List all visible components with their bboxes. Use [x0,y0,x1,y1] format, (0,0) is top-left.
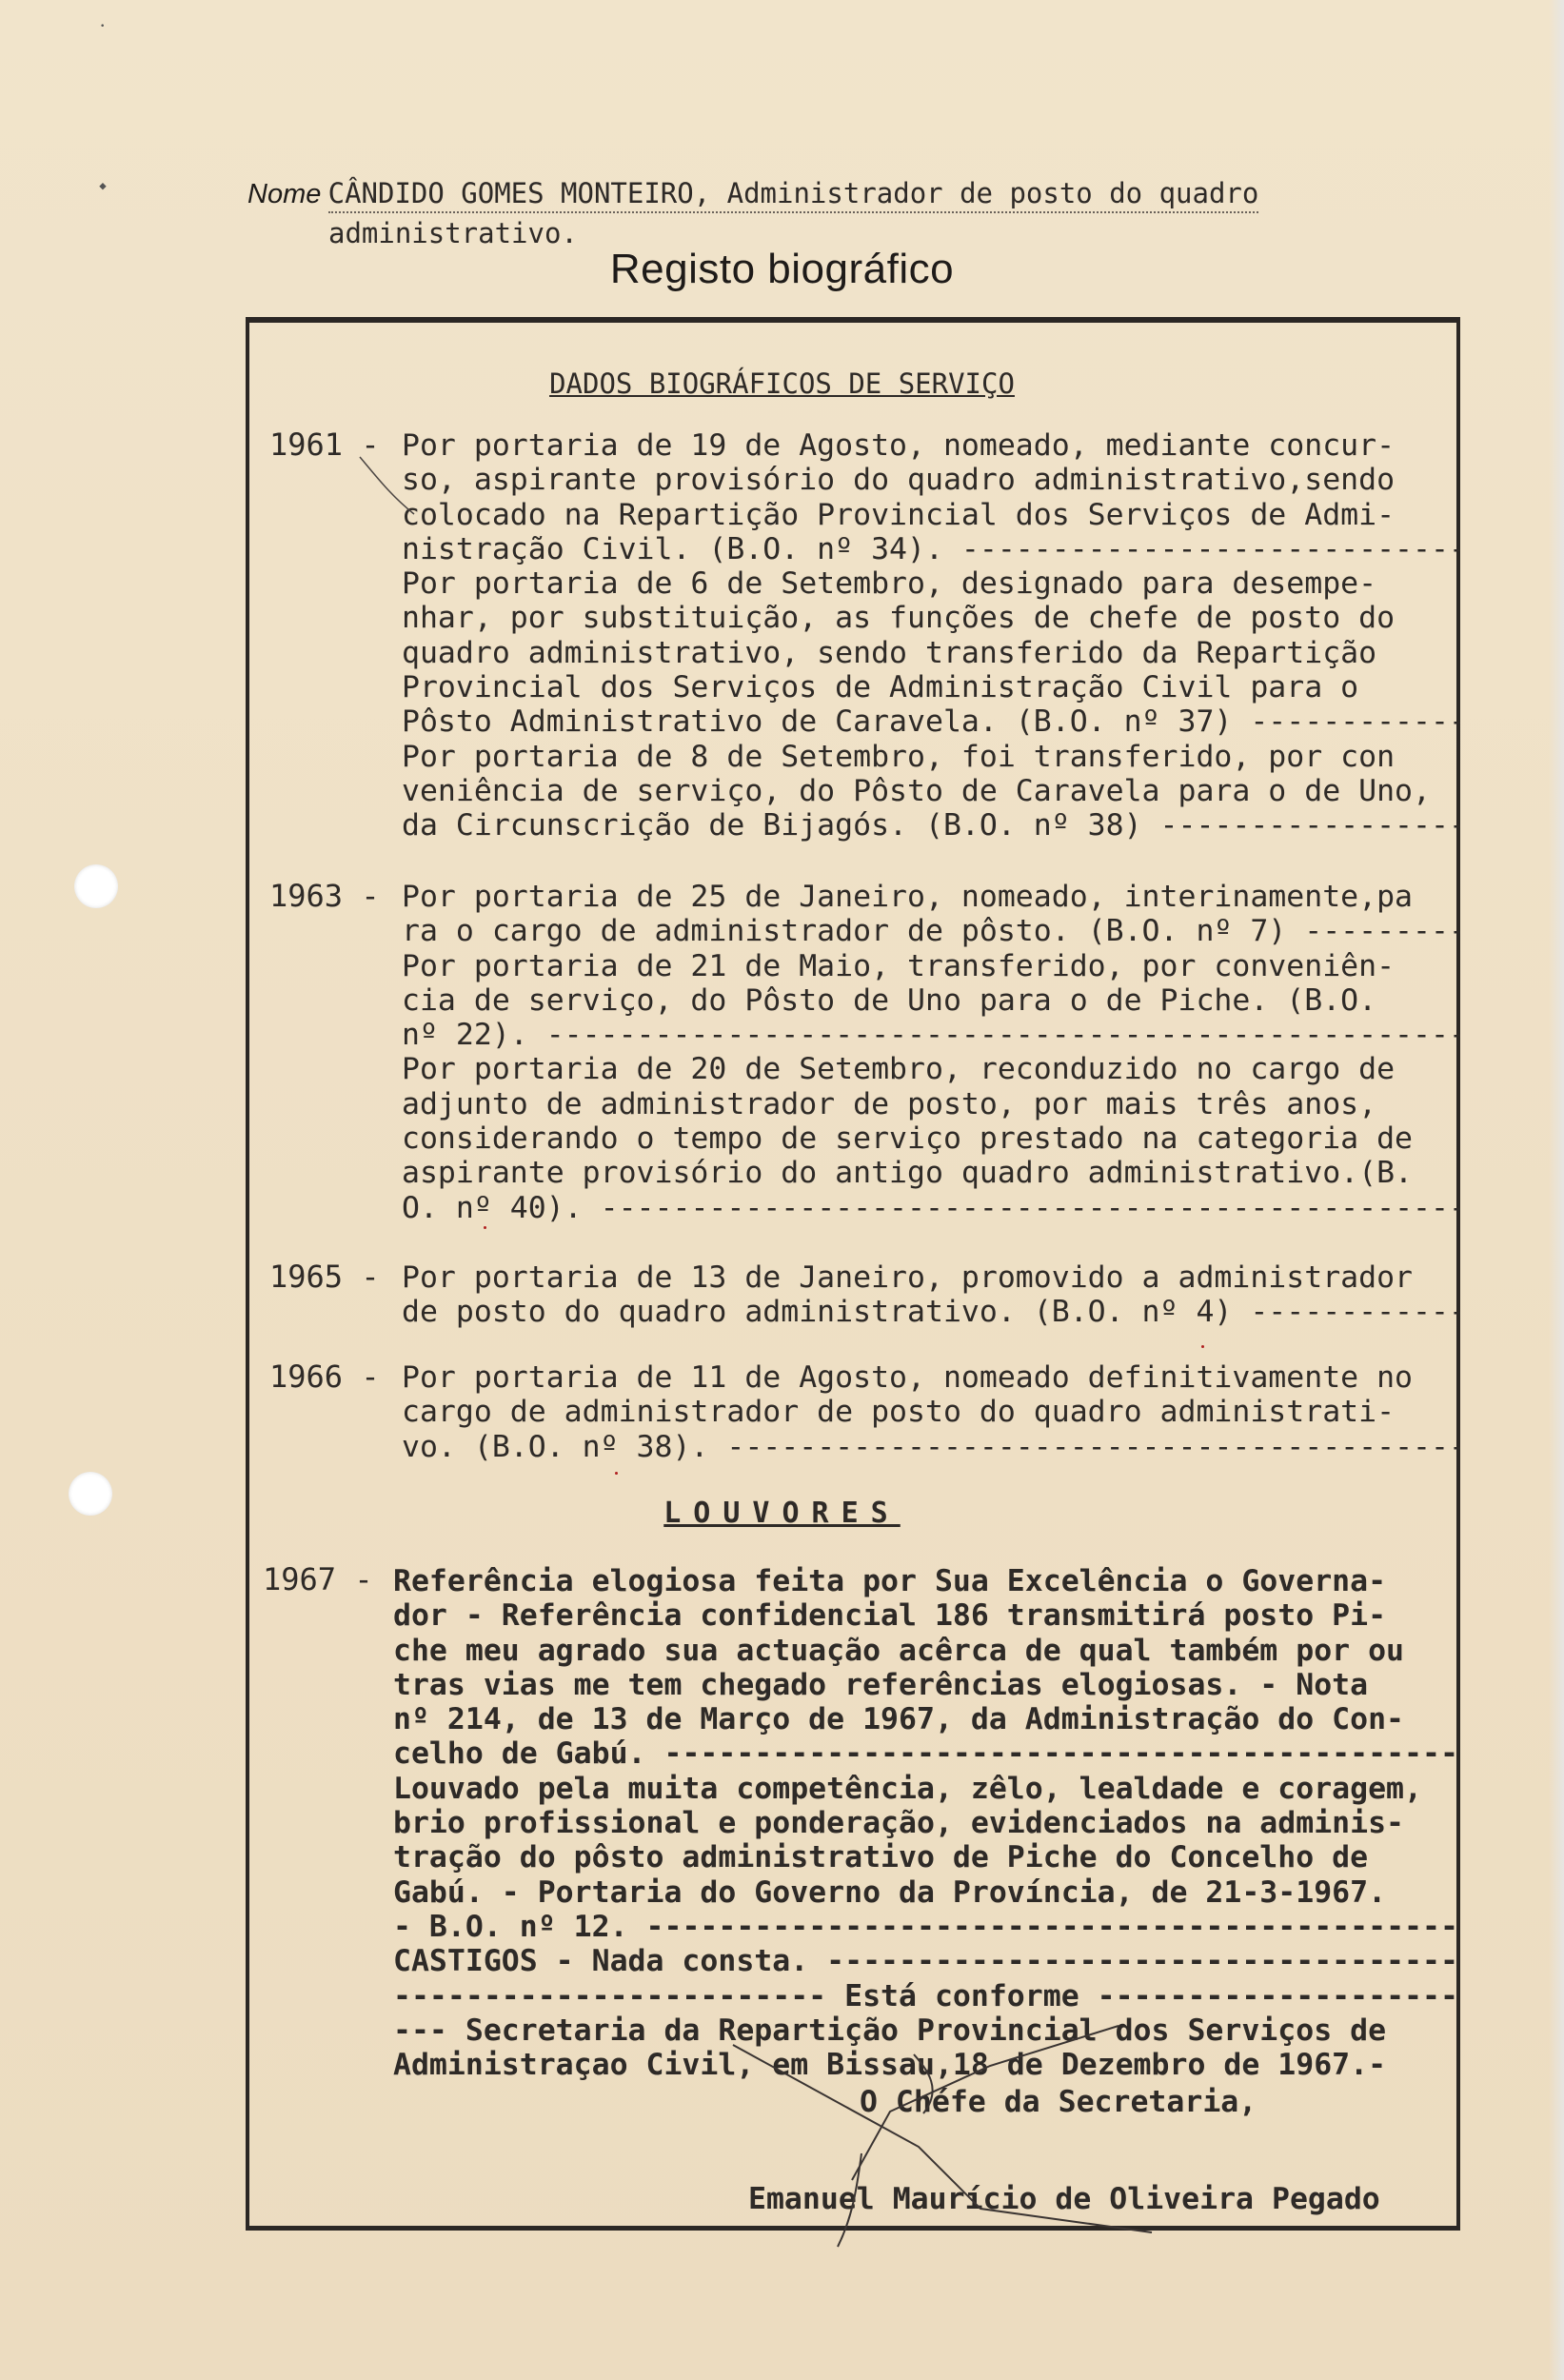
entry-year: 1961 - [269,426,380,463]
entry-line: brio profissional e ponderação, evidenciados na adminis- [393,1806,1405,1841]
entry-line: Por portaria de 21 de Maio, transferido, por conveniên- [402,948,1396,983]
entry-line: tras vias me tem chegado referências elogiosas. - Nota [393,1667,1369,1702]
signatory-name: Emanuel Maurício de Oliveira Pegado [748,2182,1380,2216]
entry-line: ra o cargo de administrador de pôsto. (B.O. nº 7) ----- [402,914,1460,948]
entry-year: 1967 - [263,1561,373,1597]
ink-speck [1201,1345,1204,1348]
entry-line: Pôsto Administrativo de Caravela. (B.O. nº 37) ----- [402,704,1460,739]
entry-line: vo. (B.O. nº 38). ----- [402,1430,1460,1464]
entry-year: 1963 - [269,878,380,914]
entry-line: so, aspirante provisório do quadro administrativo,sendo [402,463,1396,498]
entry-line: veniência de serviço, do Pôsto de Caravela para o de Uno, [402,773,1431,808]
entry-line: celho de Gabú. ----- [393,1736,1460,1771]
entry-line: Por portaria de 20 de Setembro, reconduzido no cargo de [402,1052,1396,1087]
entry-line: Louvado pela muita competência, zêlo, lealdade e coragem, [393,1771,1422,1806]
entry-line: quadro administrativo, sendo transferido da Repartição [402,635,1377,670]
entry-line: Por portaria de 11 de Agosto, nomeado definitivamente no [402,1360,1414,1395]
entry-line: Referência elogiosa feita por Sua Excelência o Governa- [393,1564,1387,1598]
entry-line: Por portaria de 8 de Setembro, foi transferido, por con [402,739,1396,774]
entry-line: cargo de administrador de posto do quadro administrati- [402,1395,1396,1430]
entry-line: nhar, por substituição, as funções de chefe de posto do [402,601,1396,636]
entry-year: 1966 - [269,1359,380,1395]
entry-line: aspirante provisório do antigo quadro administrativo.(B. [402,1156,1414,1191]
ink-speck [484,1226,486,1229]
service-data-heading: DADOS BIOGRÁFICOS DE SERVIÇO [549,367,1015,400]
entry-line: Provincial dos Serviços de Administração Civil para o [402,670,1359,705]
entry-line: che meu agrado sua actuação acêrca de qual também por ou [393,1633,1405,1668]
secretaria-line-1: --- Secretaria da Repartição Provincial dos Serviços de [393,2013,1387,2048]
conforme-text: Está conforme [844,1978,1079,2013]
louvores-heading: LOUVORES [663,1497,901,1530]
secretary-chief-title: O Chéfe da Secretaria, [860,2085,1257,2119]
entry-line: tração do pôsto administrativo de Piche do Concelho de [393,1840,1369,1875]
entry-line: - B.O. nº 12. ----- [393,1910,1460,1944]
entry-line: nistração Civil. (B.O. nº 34). ----- [402,532,1460,566]
stray-mark: · [99,13,107,37]
entry-line: O. nº 40). ----- [402,1191,1460,1225]
entry-line: Gabú. - Portaria do Governo da Província, de 21-3-1967. [393,1874,1387,1910]
stray-mark: ⬩ [99,173,107,197]
entry-line: considerando o tempo de serviço prestado na categoria de [402,1121,1414,1157]
page-title: Registo biográfico [609,246,955,292]
name-value: CÂNDIDO GOMES MONTEIRO, Administrador de posto do quadro [328,177,1259,213]
ink-speck [615,1472,618,1475]
entry-line: adjunto de administrador de posto, por mais três anos, [402,1086,1377,1121]
name-value-continued: administrativo. [328,217,578,249]
entry-line: nº 22). ----- [402,1018,1460,1052]
entry-line: colocado na Repartição Provincial dos Serviços de Admi- [402,497,1396,532]
secretaria-line-2: Administraçao Civil, em Bissau,18 de Dezembro de 1967.- [393,2048,1387,2083]
entry-line: da Circunscrição de Bijagós. (B.O. nº 38) ----- [402,808,1460,843]
name-label: Nome [247,179,322,209]
entry-line: dor - Referência confidencial 186 transmitirá posto Pi- [393,1598,1387,1634]
entry-line: Por portaria de 25 de Janeiro, nomeado, interinamente,pa [402,880,1414,914]
entry-line: de posto do quadro administrativo. (B.O. nº 4) ----- [402,1295,1460,1329]
castigos-line: CASTIGOS - Nada consta. ----- [393,1944,1460,1978]
entry-line: Por portaria de 13 de Janeiro, promovido a administrador [402,1260,1414,1295]
conforme-line: ------------------------ Está conforme -------------------- [393,1978,1458,2013]
entry-line: Por portaria de 19 de Agosto, nomeado, mediante concur- [402,428,1396,463]
entry-year: 1965 - [269,1259,380,1295]
entry-line: Por portaria de 6 de Setembro, designado para desempe- [402,566,1377,602]
entry-line: cia de serviço, do Pôsto de Uno para o de Piche. (B.O. [402,982,1377,1018]
entry-line: nº 214, de 13 de Março de 1967, da Administração do Con- [393,1702,1405,1737]
